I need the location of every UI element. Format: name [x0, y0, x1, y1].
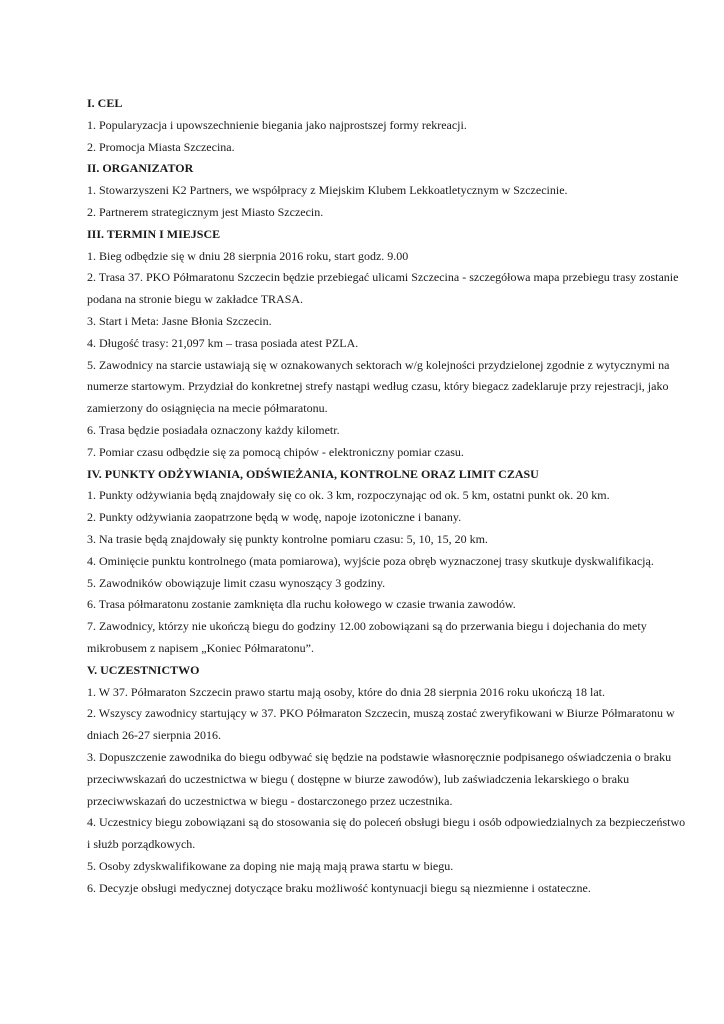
section-heading: I. CEL [87, 96, 123, 110]
section-heading: V. UCZESTNICTWO [87, 662, 200, 677]
paragraph: 1. Punkty odżywiania będą znajdowały się co ok. 3 km, rozpoczynając od ok. 5 km, ostatni punkt ok. 20 km. [87, 488, 610, 503]
section-punkty-odzywiania [87, 464, 687, 660]
paragraph: 5. Zawodnicy na starcie ustawiają się w oznakowanych sektorach w/g kolejności przydzielonej zgodnie z wytycznymi na numerze startowym. Przydział do konkretnej strefy nastąpi według czasu, który biegacz zadeklaruje przy rejestracji, jako zamierzony do osiągnięcia na mecie półmaratonu. [87, 357, 670, 416]
paragraph: 6. Trasa półmaratonu zostanie zamknięta dla ruchu kołowego w czasie trwania zawodów. [87, 597, 516, 612]
paragraph: 2. Wszyscy zawodnicy startujący w 37. PKO Półmaraton Szczecin, muszą zostać zweryfikowani w Biurze Półmaratonu w dniach 26-27 sierpnia 2016. [87, 706, 675, 743]
paragraph: 2. Trasa 37. PKO Półmaratonu Szczecin będzie przebiegać ulicami Szczecina - szczegółowa mapa przebiegu trasy zostanie podana na stronie biegu w zakładce TRASA. [87, 270, 679, 307]
section-cel [87, 93, 687, 158]
paragraph: 5. Zawodników obowiązuje limit czasu wynoszący 3 godziny. [87, 575, 386, 590]
paragraph: 2. Punkty odżywiania zaopatrzone będą w wodę, napoje izotoniczne i banany. [87, 510, 462, 525]
paragraph: 5. Osoby zdyskwalifikowane za doping nie mają mają prawa startu w biegu. [87, 858, 454, 873]
section-heading: III. TERMIN I MIEJSCE [87, 226, 221, 241]
paragraph: 1. Stowarzyszeni K2 Partners, we współpracy z Miejskim Klubem Lekkoatletycznym w Szczecinie. [87, 183, 568, 198]
paragraph: 6. Decyzje obsługi medycznej dotyczące braku możliwość kontynuacji biegu są niezmienne i ostateczne. [87, 880, 591, 895]
paragraph: 4. Uczestnicy biegu zobowiązani są do stosowania się do poleceń obsługi biegu i osób odpowiedzialnych za bezpieczeństwo i służb porządkowych. [87, 815, 686, 852]
paragraph: 1. Bieg odbędzie się w dniu 28 sierpnia 2016 roku, start godz. 9.00 [87, 248, 409, 263]
paragraph: 2. Promocja Miasta Szczecina. [87, 139, 235, 154]
section-uczestnictwo [87, 660, 687, 900]
paragraph: 7. Zawodnicy, którzy nie ukończą biegu do godziny 12.00 zobowiązani są do przerwania biegu i dojechania do mety mikrobusem z napisem „Koniec Półmaratonu”. [87, 619, 647, 655]
paragraph: 1. W 37. Półmaraton Szczecin prawo startu mają osoby, które do dnia 28 sierpnia 2016 roku ukończą 18 lat. [87, 684, 605, 699]
section-heading: II. ORGANIZATOR [87, 161, 194, 176]
paragraph: 6. Trasa będzie posiadała oznaczony każdy kilometr. [87, 422, 340, 437]
paragraph: 2. Partnerem strategicznym jest Miasto Szczecin. [87, 204, 324, 219]
paragraph: 3. Na trasie będą znajdowały się punkty kontrolne pomiaru czasu: 5, 10, 15, 20 km. [87, 531, 488, 546]
section-organizator [87, 158, 687, 223]
paragraph: 1. Popularyzacja i upowszechnienie biegania jako najprostszej formy rekreacji. [87, 117, 467, 132]
paragraph: 3. Start i Meta: Jasne Błonia Szczecin. [87, 313, 272, 328]
paragraph: 4. Ominięcie punktu kontrolnego (mata pomiarowa), wyjście poza obręb wyznaczonej trasy skutkuje dyskwalifikacją. [87, 553, 654, 568]
section-heading: IV. PUNKTY ODŻYWIANIA, ODŚWIEŻANIA, KONTROLNE ORAZ LIMIT CZASU [87, 466, 539, 481]
paragraph: 7. Pomiar czasu odbędzie się za pomocą chipów - elektroniczny pomiar czasu. [87, 444, 464, 459]
section-termin-i-miejsce [87, 224, 687, 464]
document-page [87, 93, 687, 899]
paragraph: 4. Długość trasy: 21,097 km – trasa posiada atest PZLA. [87, 335, 359, 350]
paragraph: 3. Dopuszczenie zawodnika do biegu odbywać się będzie na podstawie własnoręcznie podpisanego oświadczenia o braku przeciwwskazań do uczestnictwa w biegu ( dostępne w biurze zawodów), lub zaświadczenia lekarskiego o braku przeciwwskazań do uczestnictwa w biegu - dostarczonego przez uczestnika. [87, 749, 672, 808]
